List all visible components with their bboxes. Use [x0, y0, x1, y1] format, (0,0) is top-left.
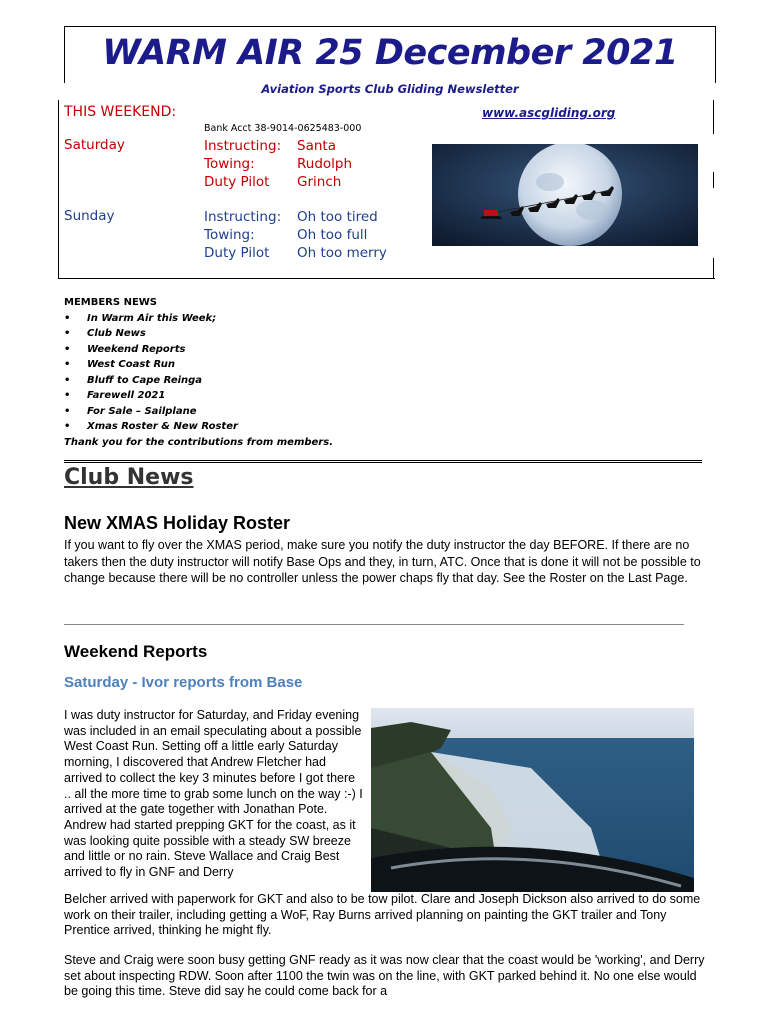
members-news-heading: MEMBERS NEWS — [64, 297, 158, 308]
sunday-label: Sunday — [64, 208, 115, 224]
list-item: • In Warm Air this Week; — [64, 311, 333, 327]
person-name: Oh too merry — [297, 245, 387, 261]
role-label: Towing: — [204, 227, 255, 243]
xmas-roster-heading: New XMAS Holiday Roster — [64, 513, 291, 533]
list-item: • Bluff to Cape Reinga — [64, 373, 333, 389]
xmas-roster-text: If you want to fly over the XMAS period, make sure you notify the duty instructor the day BEFORE. If there are no takers then the duty instructor will notify Base Ops and they, in turn, ATC. Once that is done it will not be possible to change because there will be no controller unless the power chaps fly that day. See the Roster on the Last Page. — [64, 538, 701, 585]
person-name: Oh too tired — [297, 209, 378, 225]
roster-box-edge — [713, 100, 714, 134]
person-name: Santa — [297, 138, 336, 154]
person-name: Oh too full — [297, 227, 368, 243]
members-news — [64, 295, 333, 450]
list-item: • Farewell 2021 — [64, 388, 333, 404]
saturday-people — [297, 137, 352, 191]
roster-box-edge — [713, 172, 714, 188]
divider — [64, 460, 702, 461]
role-label: Duty Pilot — [204, 174, 270, 190]
saturday-roles — [204, 137, 281, 191]
bank-account: Bank Acct 38-9014-0625483-000 — [204, 123, 362, 134]
saturday-label: Saturday — [64, 137, 125, 153]
person-name: Grinch — [297, 174, 342, 190]
saturday-report-heading: Saturday - Ivor reports from Base — [64, 674, 303, 691]
santa-moon-image — [432, 144, 698, 246]
role-label: Instructing: — [204, 138, 282, 154]
report-paragraph: I was duty instructor for Saturday, and Friday evening was included in an email speculating about a possible West Coast Run. Setting off a little early Saturday morning, I discovered that Andrew Fletcher had arrived to collect the key 3 minutes before I got there .. all the more time to grab some lunch on the way :-) I arrived at the gate together with Jonathan Pote. Andrew had started prepping GKT for the coast, as it was looking quite possible with a steady SW breeze and little or no rain. Steve Wallace and Craig Best arrived to fly in GNF and Derry — [64, 708, 363, 880]
list-item: • For Sale – Sailplane — [64, 404, 333, 420]
weekend-reports-heading: Weekend Reports — [64, 642, 208, 661]
person-name: Rudolph — [297, 156, 353, 172]
role-label: Instructing: — [204, 209, 282, 225]
report-paragraph: Steve and Craig were soon busy getting GNF ready as it was now clear that the coast would be 'working', and Derry set about inspecting RDW. Soon after 1100 the twin was on the line, with GKT parked behind it. No one else would be going this time. Steve did say he could come back for a — [64, 953, 705, 999]
role-label: Towing: — [204, 156, 255, 172]
members-news-list — [64, 311, 333, 435]
coastline-photo — [371, 708, 694, 892]
list-item: • West Coast Run — [64, 357, 333, 373]
website-link[interactable]: www.ascgliding.org — [482, 106, 616, 120]
divider — [64, 624, 684, 625]
sunday-people — [297, 208, 387, 262]
newsletter-title: WARM AIR 25 December 2021 — [102, 33, 678, 73]
role-label: Duty Pilot — [204, 245, 270, 261]
report-paragraph: Belcher arrived with paperwork for GKT and also to be tow pilot. Clare and Joseph Dickson also arrived to do some work on their trailer, including getting a WoF, Ray Burns arrived planning on painting the GKT trailer and Tony Prentice arrived, thinking he might fly. — [64, 892, 701, 938]
sunday-roles — [204, 208, 281, 262]
list-item: • Club News — [64, 326, 333, 342]
this-weekend-heading: THIS WEEKEND: — [64, 104, 177, 120]
newsletter-subtitle: Aviation Sports Club Gliding Newsletter — [261, 82, 519, 96]
roster-box-edge — [713, 258, 714, 278]
divider — [64, 462, 702, 463]
club-news-heading: Club News — [64, 465, 194, 490]
list-item: • Weekend Reports — [64, 342, 333, 358]
list-item: • Xmas Roster & New Roster — [64, 419, 333, 435]
thanks-note: Thank you for the contributions from members. — [64, 436, 333, 448]
